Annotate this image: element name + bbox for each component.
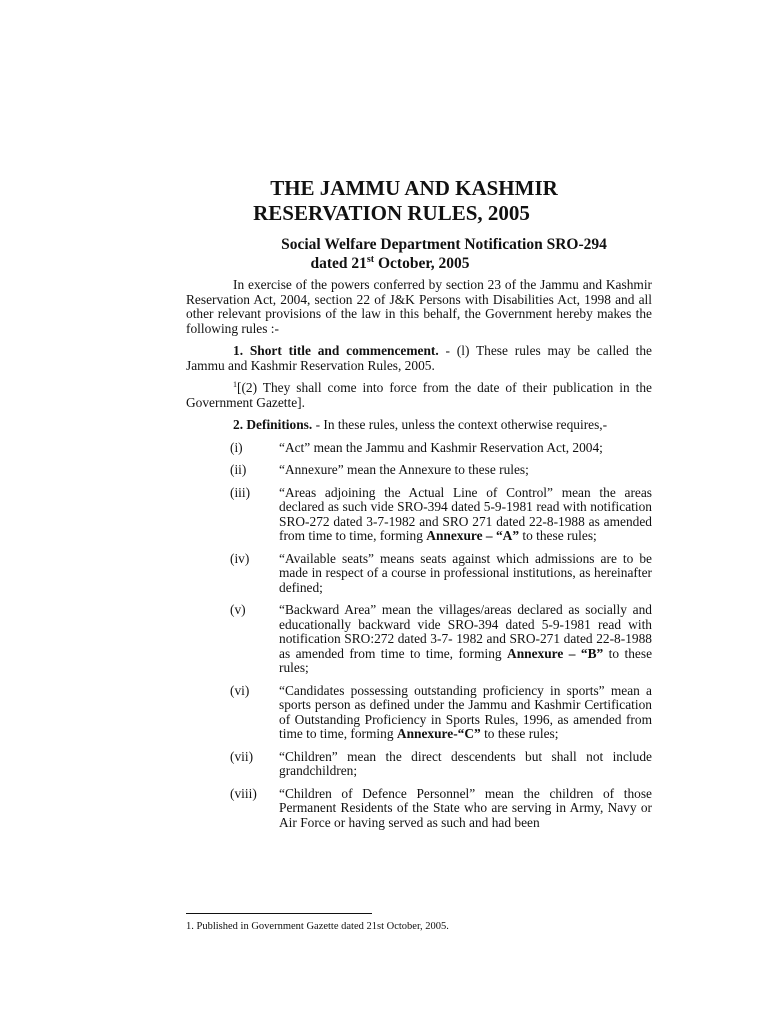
definition-number: (i) [230,439,243,455]
subtitle-line-1: Social Welfare Department Notification SRO-294 [281,236,607,253]
definition-text: “Annexure” mean the Annexure to these rules; [279,462,529,477]
rule-1-heading: 1. Short title and commencement. [233,343,439,358]
annexure-reference: Annexure-“C” [396,726,481,741]
definition-number: (viii) [230,785,257,801]
definition-item [186,750,652,779]
document-body [186,278,652,830]
rule-2-paragraph: 2. Definitions. - In these rules, unless the context otherwise requires,- [233,417,608,432]
definition-item [186,552,652,596]
definition-text: “Children” mean the direct descendents but shall not include grandchildren; [279,748,652,778]
definition-item [186,787,652,831]
rule-1-paragraph: 1. Short title and commencement. - (l) These rules may be called the Jammu and Kashmir Reservation Rules, 2005. [186,343,652,373]
footnote-divider [186,913,372,914]
definition-number: (iv) [230,550,250,566]
definition-number: (vi) [230,682,250,698]
definition-number: (ii) [230,462,247,477]
preamble-paragraph: In exercise of the powers conferred by section 23 of the Jammu and Kashmir Reservation Act, 2004, section 22 of J&K Persons with Disabilities Act, 1998 and all other relevant provisions of the law in this behalf, the Government hereby makes the following rules :- [186,277,652,336]
definition-item [186,486,652,544]
definition-number: (iii) [230,484,251,500]
title-line-2: RESERVATION RULES, 2005 [253,201,530,225]
rule-1-2-paragraph: $^1$[(2) They shall come into force from the date of their publication in the Government Gazette]. [186,380,652,410]
annexure-reference: Annexure – “B” [507,645,604,661]
definition-text: “Children of Defence Personnel” mean the children of those Permanent Residents of the State who are serving in Army, Navy or Air Force or having served as such and had been [279,785,652,830]
definition-text: “Backward Area” mean the villages/areas declared as socially and educationally backward vide SRO-394 dated 5-9-1981 read with notification SRO:272 dated 3-7- 1982 and SRO-271 dated 22-8-1988 as amended from time to time, forming Annexure – “B” to these rules; [279,602,653,675]
annexure-reference: Annexure – “A” [426,528,520,543]
definition-text: “Available seats” means seats against which admissions are to be made in respect of a course in professional institutions, as hereinafter defined; [279,550,652,595]
definition-item [186,463,652,478]
footnote: 1. Published in Government Gazette dated 21st October, 2005. [186,921,449,932]
definition-text: “Candidates possessing outstanding proficiency in sports” mean a sports person as defined under the Jammu and Kashmir Certification of Outstanding Proficiency in Sports Rules, 1996, as amended from time to time, forming Annexure-“C” to these rules; [279,682,652,741]
definitions-list [186,441,652,831]
subtitle-line-2: dated 21st October, 2005 [310,254,470,272]
definition-number: (vii) [230,748,254,764]
title-line-1: THE JAMMU AND KASHMIR [270,176,558,200]
definition-text: “Areas adjoining the Actual Line of Control” mean the areas declared as such vide SRO-394 dated 5-9-1981 read with notification SRO-272 dated 3-7-1982 and SRO 271 dated 22-8-1988 as amended from time to time, forming Annexure – “A” to these rules; [279,484,652,543]
definition-text: “Act” mean the Jammu and Kashmir Reservation Act, 2004; [279,439,603,455]
rule-2-heading: 2. Definitions. [233,417,313,432]
document-subtitle [0,235,768,273]
document-title [0,176,768,226]
definition-number: (v) [230,602,246,617]
definition-item [186,603,652,676]
definition-item [186,684,652,742]
footnote-marker: 1 [233,380,237,389]
definition-item [186,441,652,456]
